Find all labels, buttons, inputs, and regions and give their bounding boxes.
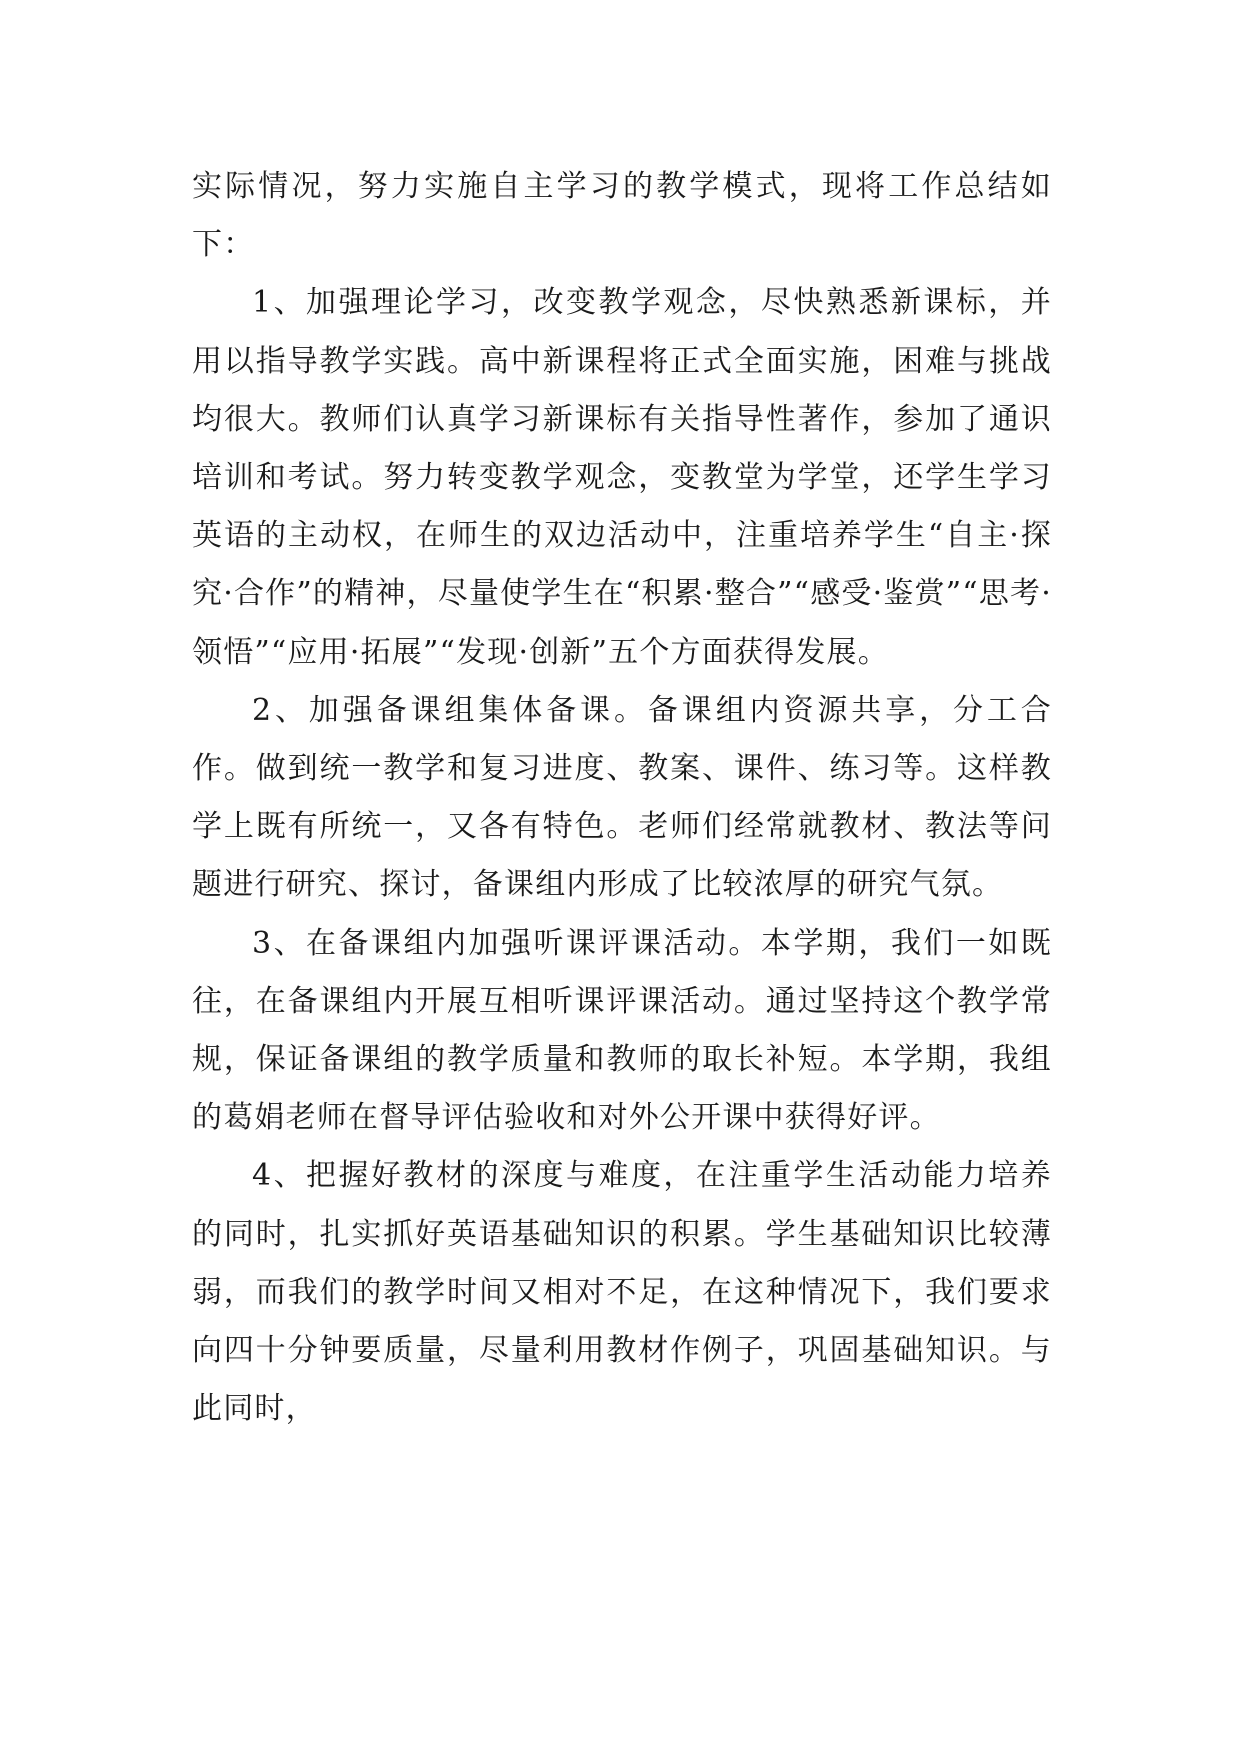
paragraph-item-3-lesson-observation: 3、在备课组内加强听课评课活动。本学期，我们一如既往，在备课组内开展互相听课评课活动。通过坚持这个教学常规，保证备课组的教学质量和教师的取长补短。本学期，我组的葛娟老师在督导评估验收和对外公开课中获得好评。 xyxy=(192,925,1052,1136)
paragraph-item-1-theory-study: 1、加强理论学习，改变教学观念，尽快熟悉新课标，并用以指导教学实践。高中新课程将正式全面实施，困难与挑战均很大。教师们认真学习新课标有关指导性著作，参加了通识培训和考试。努力转变教学观念，变教堂为学堂，还学生学习英语的主动权，在师生的双边活动中，注重培养学生“自主·探究·合作”的精神，尽量使学生在“积累·整合”“感受·鉴赏”“思考·领悟”“应用·拓展”“发现·创新”五个方面获得发展。 xyxy=(192,285,1052,670)
paragraph-item-4-textbook-depth: 4、把握好教材的深度与难度，在注重学生活动能力培养的同时，扎实抓好英语基础知识的积累。学生基础知识比较薄弱，而我们的教学时间又相对不足，在这种情况下，我们要求向四十分钟要质量，尽量利用教材作例子，巩固基础知识。与此同时， xyxy=(192,1158,1052,1427)
paragraph-intro-continuation: 实际情况，努力实施自主学习的教学模式，现将工作总结如下： xyxy=(192,169,1052,263)
document-body xyxy=(192,158,1052,1438)
paragraph-item-2-collective-lesson-prep: 2、加强备课组集体备课。备课组内资源共享，分工合作。做到统一教学和复习进度、教案、课件、练习等。这样教学上既有所统一，又各有特色。老师们经常就教材、教法等问题进行研究、探讨，备课组内形成了比较浓厚的研究气氛。 xyxy=(192,692,1052,903)
